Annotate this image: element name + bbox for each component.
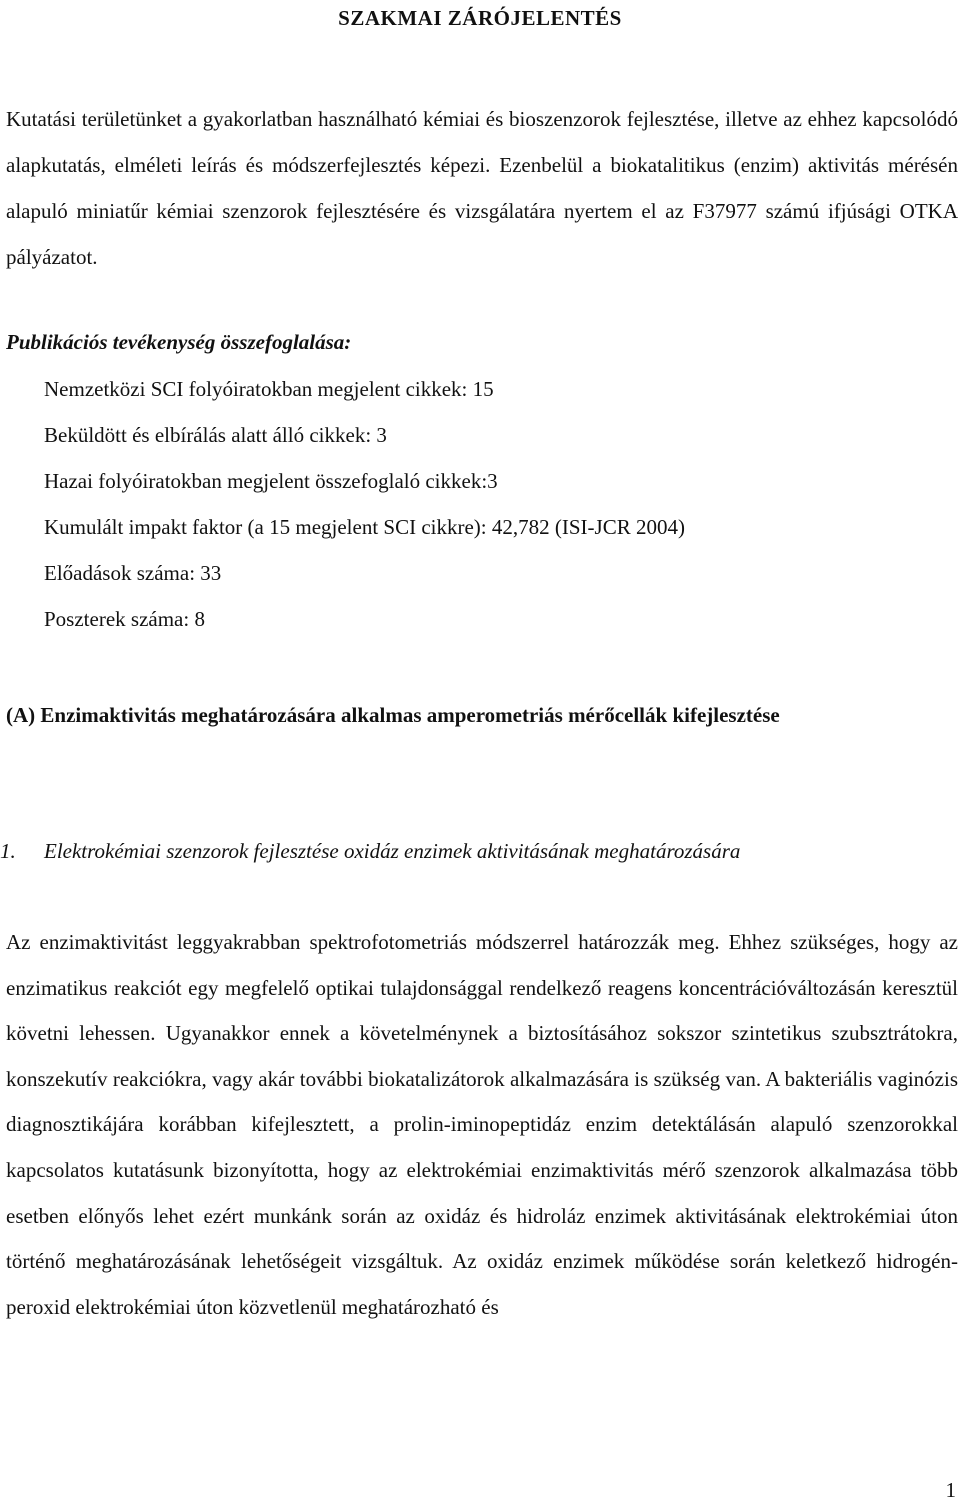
subsection-1-heading	[0, 828, 958, 874]
intro-paragraph: Kutatási területünket a gyakorlatban használható kémiai és bioszenzorok fejlesztése, illetve az ehhez kapcsolódó alapkutatás, elméleti leírás és módszerfejlesztés képezi. Ezenbelül a biokatalitikus (enzim) aktivitás mérésén alapuló miniatűr kémiai szenzorok fejlesztésére és vizsgálatára nyertem el az F37977 számú ifjúsági OTKA pályázatot.	[6, 107, 958, 269]
page-title: SZAKMAI ZÁRÓJELENTÉS	[338, 6, 622, 30]
publications-list	[44, 372, 685, 648]
publication-item-submitted: Beküldött és elbírálás alatt álló cikkek: 3	[44, 423, 387, 447]
section-a-heading: (A) Enzimaktivitás meghatározására alkalmas amperometriás mérőcellák kifejlesztése	[6, 703, 780, 727]
publication-item-posters: Poszterek száma: 8	[44, 607, 205, 631]
subsection-number: 1.	[0, 839, 16, 863]
publications-heading: Publikációs tevékenység összefoglalása:	[6, 330, 352, 354]
page-number: 1	[945, 1478, 956, 1502]
publication-item-sci-articles: Nemzetközi SCI folyóiratokban megjelent cikkek: 15	[44, 377, 494, 401]
subsection-title: Elektrokémiai szenzorok fejlesztése oxidáz enzimek aktivitásának meghatározására	[44, 839, 741, 863]
publication-item-domestic: Hazai folyóiratokban megjelent összefoglaló cikkek:3	[44, 469, 498, 493]
publication-item-impact-factor: Kumulált impakt faktor (a 15 megjelent SCI cikkre): 42,782 (ISI-JCR 2004)	[44, 515, 685, 539]
publication-item-talks: Előadások száma: 33	[44, 561, 222, 585]
body-paragraph: Az enzimaktivitást leggyakrabban spektrofotometriás módszerrel határozzák meg. Ehhez szükséges, hogy az enzimatikus reakciót egy megfelelő optikai tulajdonsággal rendelkező reagens koncentrációváltozásán keresztül követni lehessen. Ugyanakkor ennek a követelménynek a biztosításához sokszor szintetikus szubsztrátokra, konszekutív reakciókra, vagy akár további biokatalizátorok alkalmazására is szükség van. A bakteriális vaginózis diagnosztikájára korábban kifejlesztett, a prolin-iminopeptidáz enzim detektálásán alapuló szenzorokkal kapcsolatos kutatásunk bizonyította, hogy az elektrokémiai enzimaktivitás mérő szenzorok alkalmazása több esetben előnyős lehet ezért munkánk során az oxidáz és hidroláz enzimek aktivitásának elektrokémiai úton történő meghatározásának lehetőségeit vizsgáltuk. Az oxidáz enzimek működése során keletkező hidrogén-peroxid elektrokémiai úton közvetlenül meghatározható és	[6, 930, 958, 1319]
